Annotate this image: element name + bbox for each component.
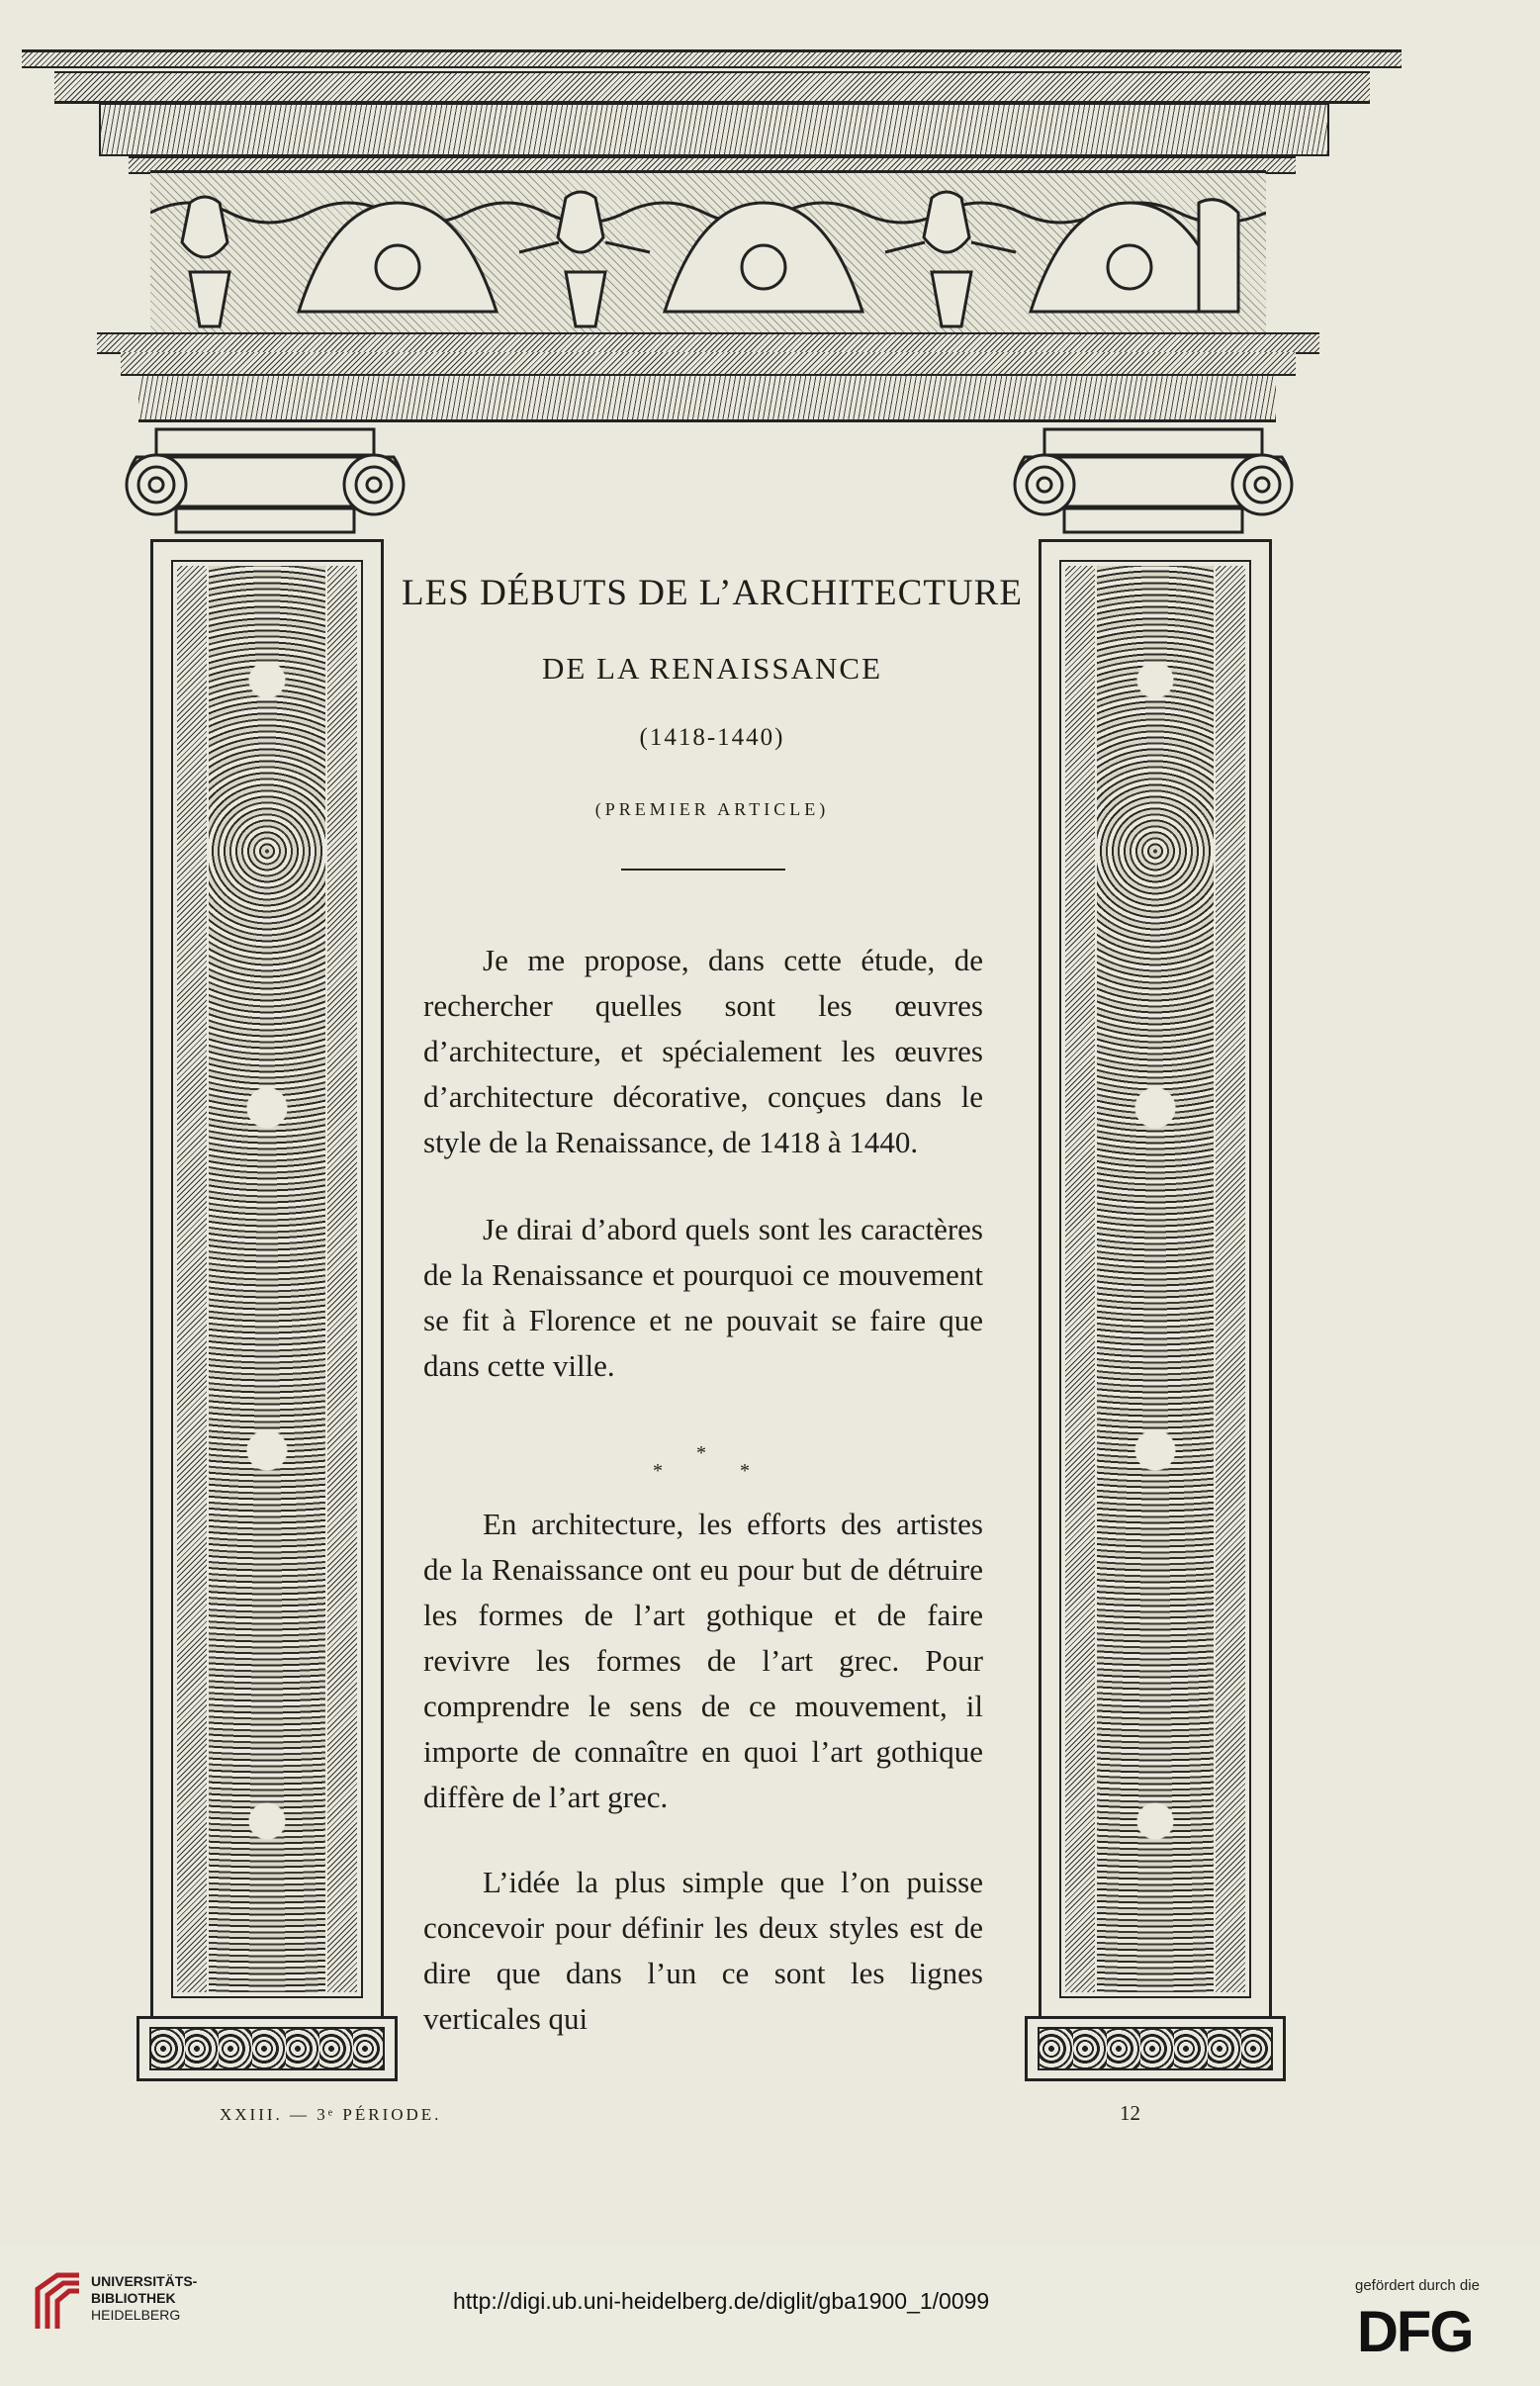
- left-pilaster: [150, 539, 384, 2019]
- paragraph-1: Je me propose, dans cette étude, de rechercher quelles sont les œuvres d’architecture, et spécialement les œuvres d’architecture décorative, conçues dans le style de la Renaissance, de 1418 à 1440.: [423, 943, 983, 1159]
- paragraph-2: Je dirai d’abord quels sont les caractères de la Renaissance et pourquoi ce mouvement se fit à Florence et ne pouvait se faire que dans cette ville.: [423, 1212, 983, 1383]
- right-pilaster-ornament: [1097, 566, 1214, 1992]
- left-pilaster-ornament: [209, 566, 325, 1992]
- cornice-molding: [54, 71, 1370, 104]
- digitization-url-link[interactable]: http://digi.ub.uni-heidelberg.de/diglit/gba1900_1/0099: [453, 2288, 990, 2314]
- separator-star: *: [740, 1460, 750, 1482]
- cornice-top-molding: [22, 49, 1402, 68]
- architrave-band: [121, 352, 1296, 376]
- paragraph-3: En architecture, les efforts des artistes de la Renaissance ont eu pour but de détruire les formes de l’art gothique et de faire revivre les formes de l’art grec. Pour comprendre le sens de ce mouvement, il importe de connaître en quoi l’art gothique diffère de l’art grec.: [423, 1507, 983, 1814]
- left-pilaster-base: [136, 2016, 398, 2081]
- architrave-fascia: [138, 376, 1276, 422]
- paragraph-4: L’idée la plus simple que l’on puisse concevoir pour définir les deux styles est de dire que dans l’un ce sont les lignes verticales qui: [423, 1865, 983, 2036]
- library-name: UNIVERSITÄTS- BIBLIOTHEK HEIDELBERG: [91, 2273, 198, 2323]
- heading-rule: [621, 869, 785, 871]
- carved-frieze: [150, 170, 1266, 336]
- section-separator: [653, 1442, 752, 1486]
- article-part-label: (PREMIER ARTICLE): [594, 799, 830, 819]
- article-dates: (1418-1440): [639, 724, 785, 751]
- separator-star: *: [653, 1460, 663, 1482]
- architrave-molding: [97, 332, 1319, 354]
- article-title: LES DÉBUTS DE L’ARCHITECTURE: [402, 573, 1023, 613]
- article-subtitle: DE LA RENAISSANCE: [541, 651, 882, 686]
- separator-star: *: [696, 1442, 706, 1464]
- ionic-volute-icon: [117, 427, 413, 536]
- dfg-logo: DFG: [1357, 2300, 1473, 2364]
- volume-period-footer: XXIII. — 3ᵉ PÉRIODE.: [220, 2105, 442, 2124]
- cornice-fascia: [99, 103, 1329, 156]
- library-footer-bar: [0, 2246, 1540, 2386]
- right-pilaster: [1039, 539, 1272, 2019]
- left-ionic-capital: [117, 427, 413, 536]
- frieze-ornament-icon: [150, 173, 1266, 333]
- university-library-logo-icon: [34, 2271, 83, 2333]
- right-ionic-capital: [1005, 427, 1302, 536]
- wave-scroll-ornament: [1038, 2027, 1273, 2070]
- page-number: 12: [1120, 2101, 1140, 2125]
- ionic-volute-icon: [1005, 427, 1302, 536]
- right-pilaster-base: [1025, 2016, 1286, 2081]
- wave-scroll-ornament: [149, 2027, 385, 2070]
- funding-label: gefördert durch die: [1355, 2277, 1480, 2294]
